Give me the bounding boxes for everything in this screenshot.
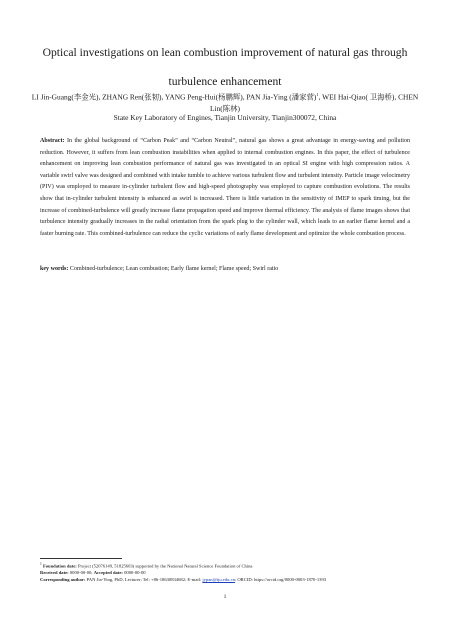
authors-tail: , WEI Hai-Qiao( 卫海桥), CHEN Lin(陈林) (210, 92, 419, 113)
corresponding-text: PAN Jia-Ying, PhD, Lecturer; Tel: +86-18630834682; E-mail: (86, 576, 202, 582)
author-list (30, 89, 420, 114)
footnote (40, 561, 420, 583)
paper-title: Optical investigations on lean combustion improvement of natural gas through turbulence enhancement (42, 46, 408, 88)
footnote-mark: 1 (40, 562, 42, 566)
authors-text: LI Jin-Guang(李金光), ZHANG Ren(张韧), YANG Peng-Hui(杨鹏辉), PAN Jia-Ying (潘家营) (31, 92, 317, 102)
abstract-label: Abstract: (40, 138, 65, 144)
accepted-label: Accepted date: (93, 570, 123, 576)
affiliation: State Key Laboratory of Engines, Tianjin University, Tianjin300072, China (113, 113, 337, 122)
keywords-text: Combined-turbulence; Lean combustion; Early flame kernel; Flame speed; Swirl ratio (69, 266, 279, 272)
foundation-text: Project (52076149, 51825603) supported by the National Natural Science Foundation of China (77, 563, 253, 569)
received-value: 0000-00-00; (69, 570, 93, 576)
footnote-divider (40, 558, 122, 559)
keywords-label: key words: (40, 266, 69, 272)
corresponding-mark: 1 (316, 92, 319, 97)
page-number: 1 (223, 594, 227, 600)
abstract (40, 136, 410, 240)
corresponding-label: Corresponding author: (40, 576, 86, 582)
orcid-text: ; ORCID: https://orcid.org/0000-0003-1870-1393 (234, 576, 327, 582)
accepted-value: 0000-00-00 (124, 570, 146, 576)
email-link[interactable]: jypan@tju.edu.cn (202, 576, 235, 582)
keywords (40, 264, 410, 275)
received-label: Received date: (40, 570, 69, 576)
abstract-text: In the global background of “Carbon Peak” and “Carbon Neutral”, natural gas shows a great advantage in energy-saving and pollution reduction. However, it suffers from lean combustion instabilities when applied to internal combustion engines. In this paper, the effect of turbulence enhancement on improving lean combustion performance of natural gas was investigated in an optical SI engine with high compression ratios. A variable swirl valve was designed and combined with intake tumble to achieve various turbulent flow and turbulent intensity. Particle image velocimetry (PIV) was employed to measure in-cylinder turbulent flow and high-speed photography was employed to capture combustion evolutions. The results show that in-cylinder turbulent intensity is enhanced as swirl is increased. There is little variation in the sensitivity of IMEP to spark timing, but the increase of combined-turbulence will greatly increase flame propagation speed and improve thermal efficiency. The analysis of flame images shows that turbulence intensity gradually increases in the radial orientation from the spark plug to the cylinder wall, which leads to an earlier flame kernel and a faster burning rate. This combined-turbulence can reduce the cyclic variations of early flame development and optimize the whole combustion process. (40, 138, 410, 237)
foundation-label: Foundation date: (42, 563, 77, 569)
